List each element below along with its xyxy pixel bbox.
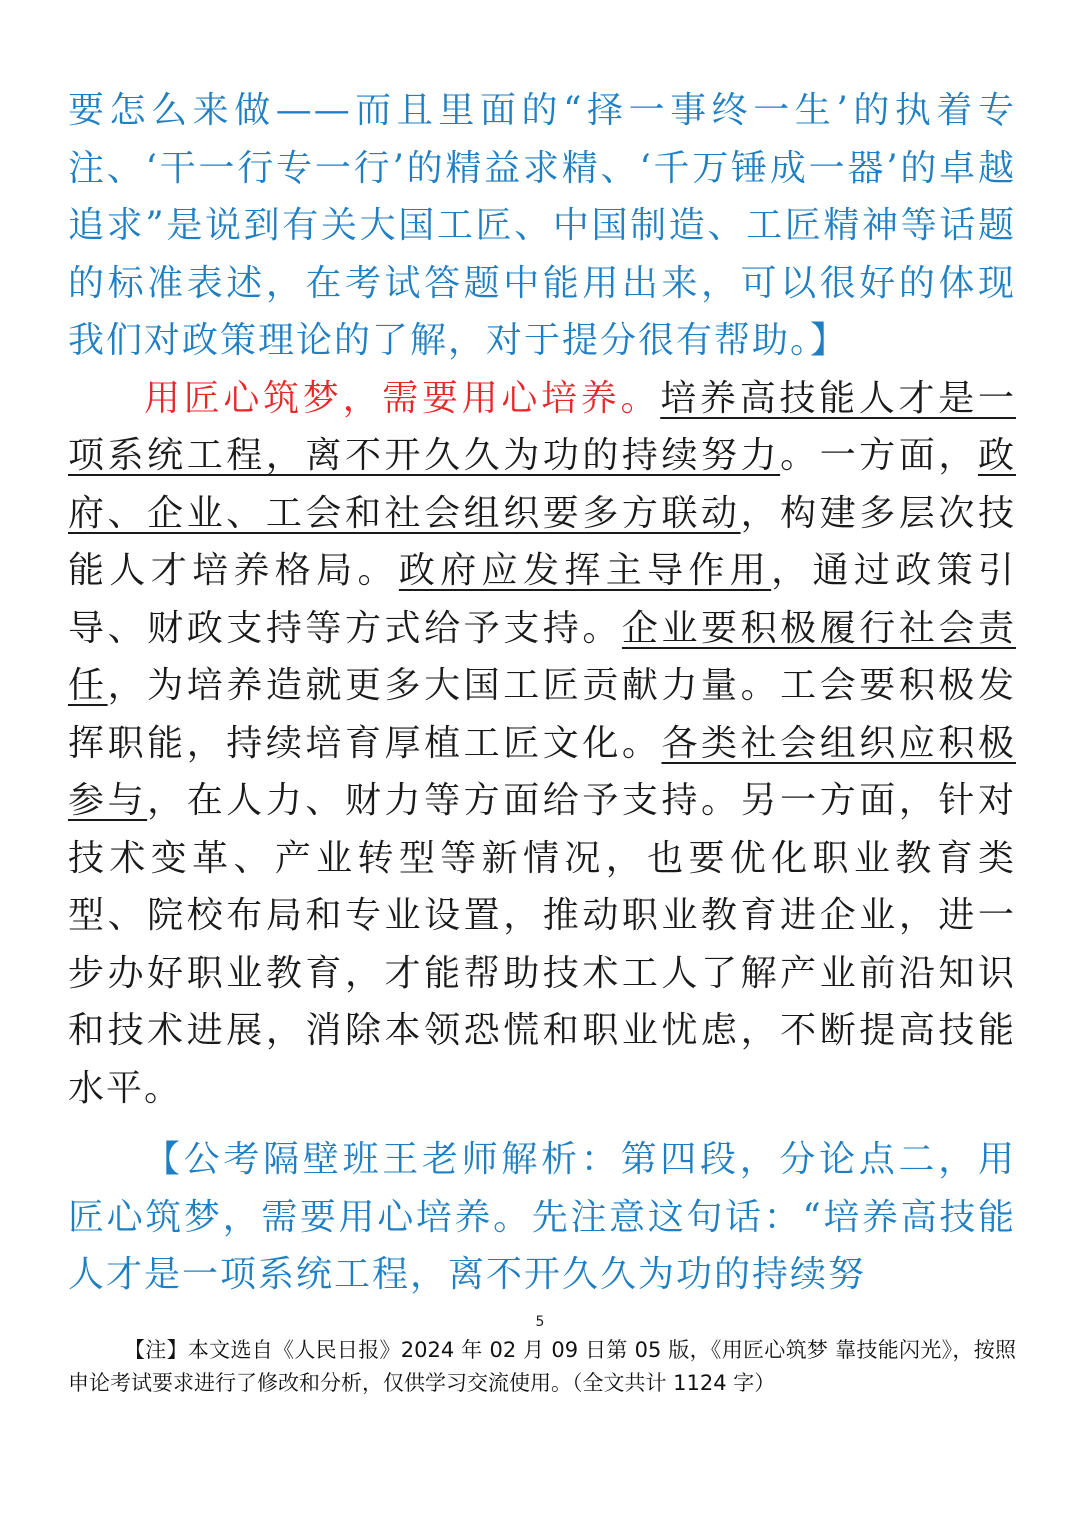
body-segment: ，在人力、财力等方面给予支持。另一方面，针对技术变革、产业转型等新情况，也要优化职业教育类型、院校布局和专业设置，推动职业教育进企业，进一步办好职业教育，才能帮助技术工人了解产业前沿知识和技术进展，消除本领恐慌和职业忧虑，不断提高技能水平。 [68, 780, 1016, 1109]
key-sentence-underlined: 培养高技能人才是一项系统工程，离不开久久为功的持续努力 [68, 377, 1016, 476]
key-phrase-underlined: 各类社会组织应积极参与 [68, 722, 1016, 821]
article-body [68, 82, 1016, 1304]
body-segment: 。一方面， [780, 435, 978, 476]
key-phrase-underlined: 企业要积极履行社会责任 [68, 607, 1016, 706]
key-phrase-underlined: 政府应发挥主导作用 [398, 550, 772, 591]
main-paragraph [68, 370, 1016, 1118]
page-number: 5 [535, 1314, 545, 1330]
body-segment: ，为培养造就更多大国工匠贡献力量。工会要积极发挥职能，持续培育厚植工匠文化。 [68, 665, 1016, 764]
analysis-paragraph-previous [68, 82, 1016, 370]
analysis-previous-text: 要怎么来做——而且里面的“择一事终一生’的执着专注、‘干一行专一行’的精益求精、‘千万锤成一器’的卓越追求”是说到有关大国工匠、中国制造、工匠精神等话题的标准表述，在考试答题中能用出来，可以很好的体现我们对政策理论的了解，对于提分很有帮助。】 [68, 90, 1016, 361]
body-segment: ，构建多层次技能人才培养格局。 [68, 492, 1016, 591]
body-segment: ，通过政策引导、财政支持等方式给予支持。 [68, 550, 1016, 649]
key-phrase-underlined: 政府、企业、工会和社会组织要多方联动 [68, 435, 1016, 534]
footnote: 【注】本文选自《人民日报》2024 年 02 月 09 日第 05 版，《用匠心筑梦 靠技能闪光》，按照申论考试要求进行了修改和分析，仅供学习交流使用。（全文共计 1124 字） [68, 1338, 1016, 1395]
analysis-paragraph-next [68, 1131, 1016, 1304]
analysis-next-text: 【公考隔壁班王老师解析：第四段，分论点二，用匠心筑梦，需要用心培养。先注意这句话：“培养高技能人才是一项系统工程，离不开久久为功的持续努 [68, 1139, 1016, 1295]
paragraph-title: 用匠心筑梦，需要用心培养。 [144, 377, 661, 419]
